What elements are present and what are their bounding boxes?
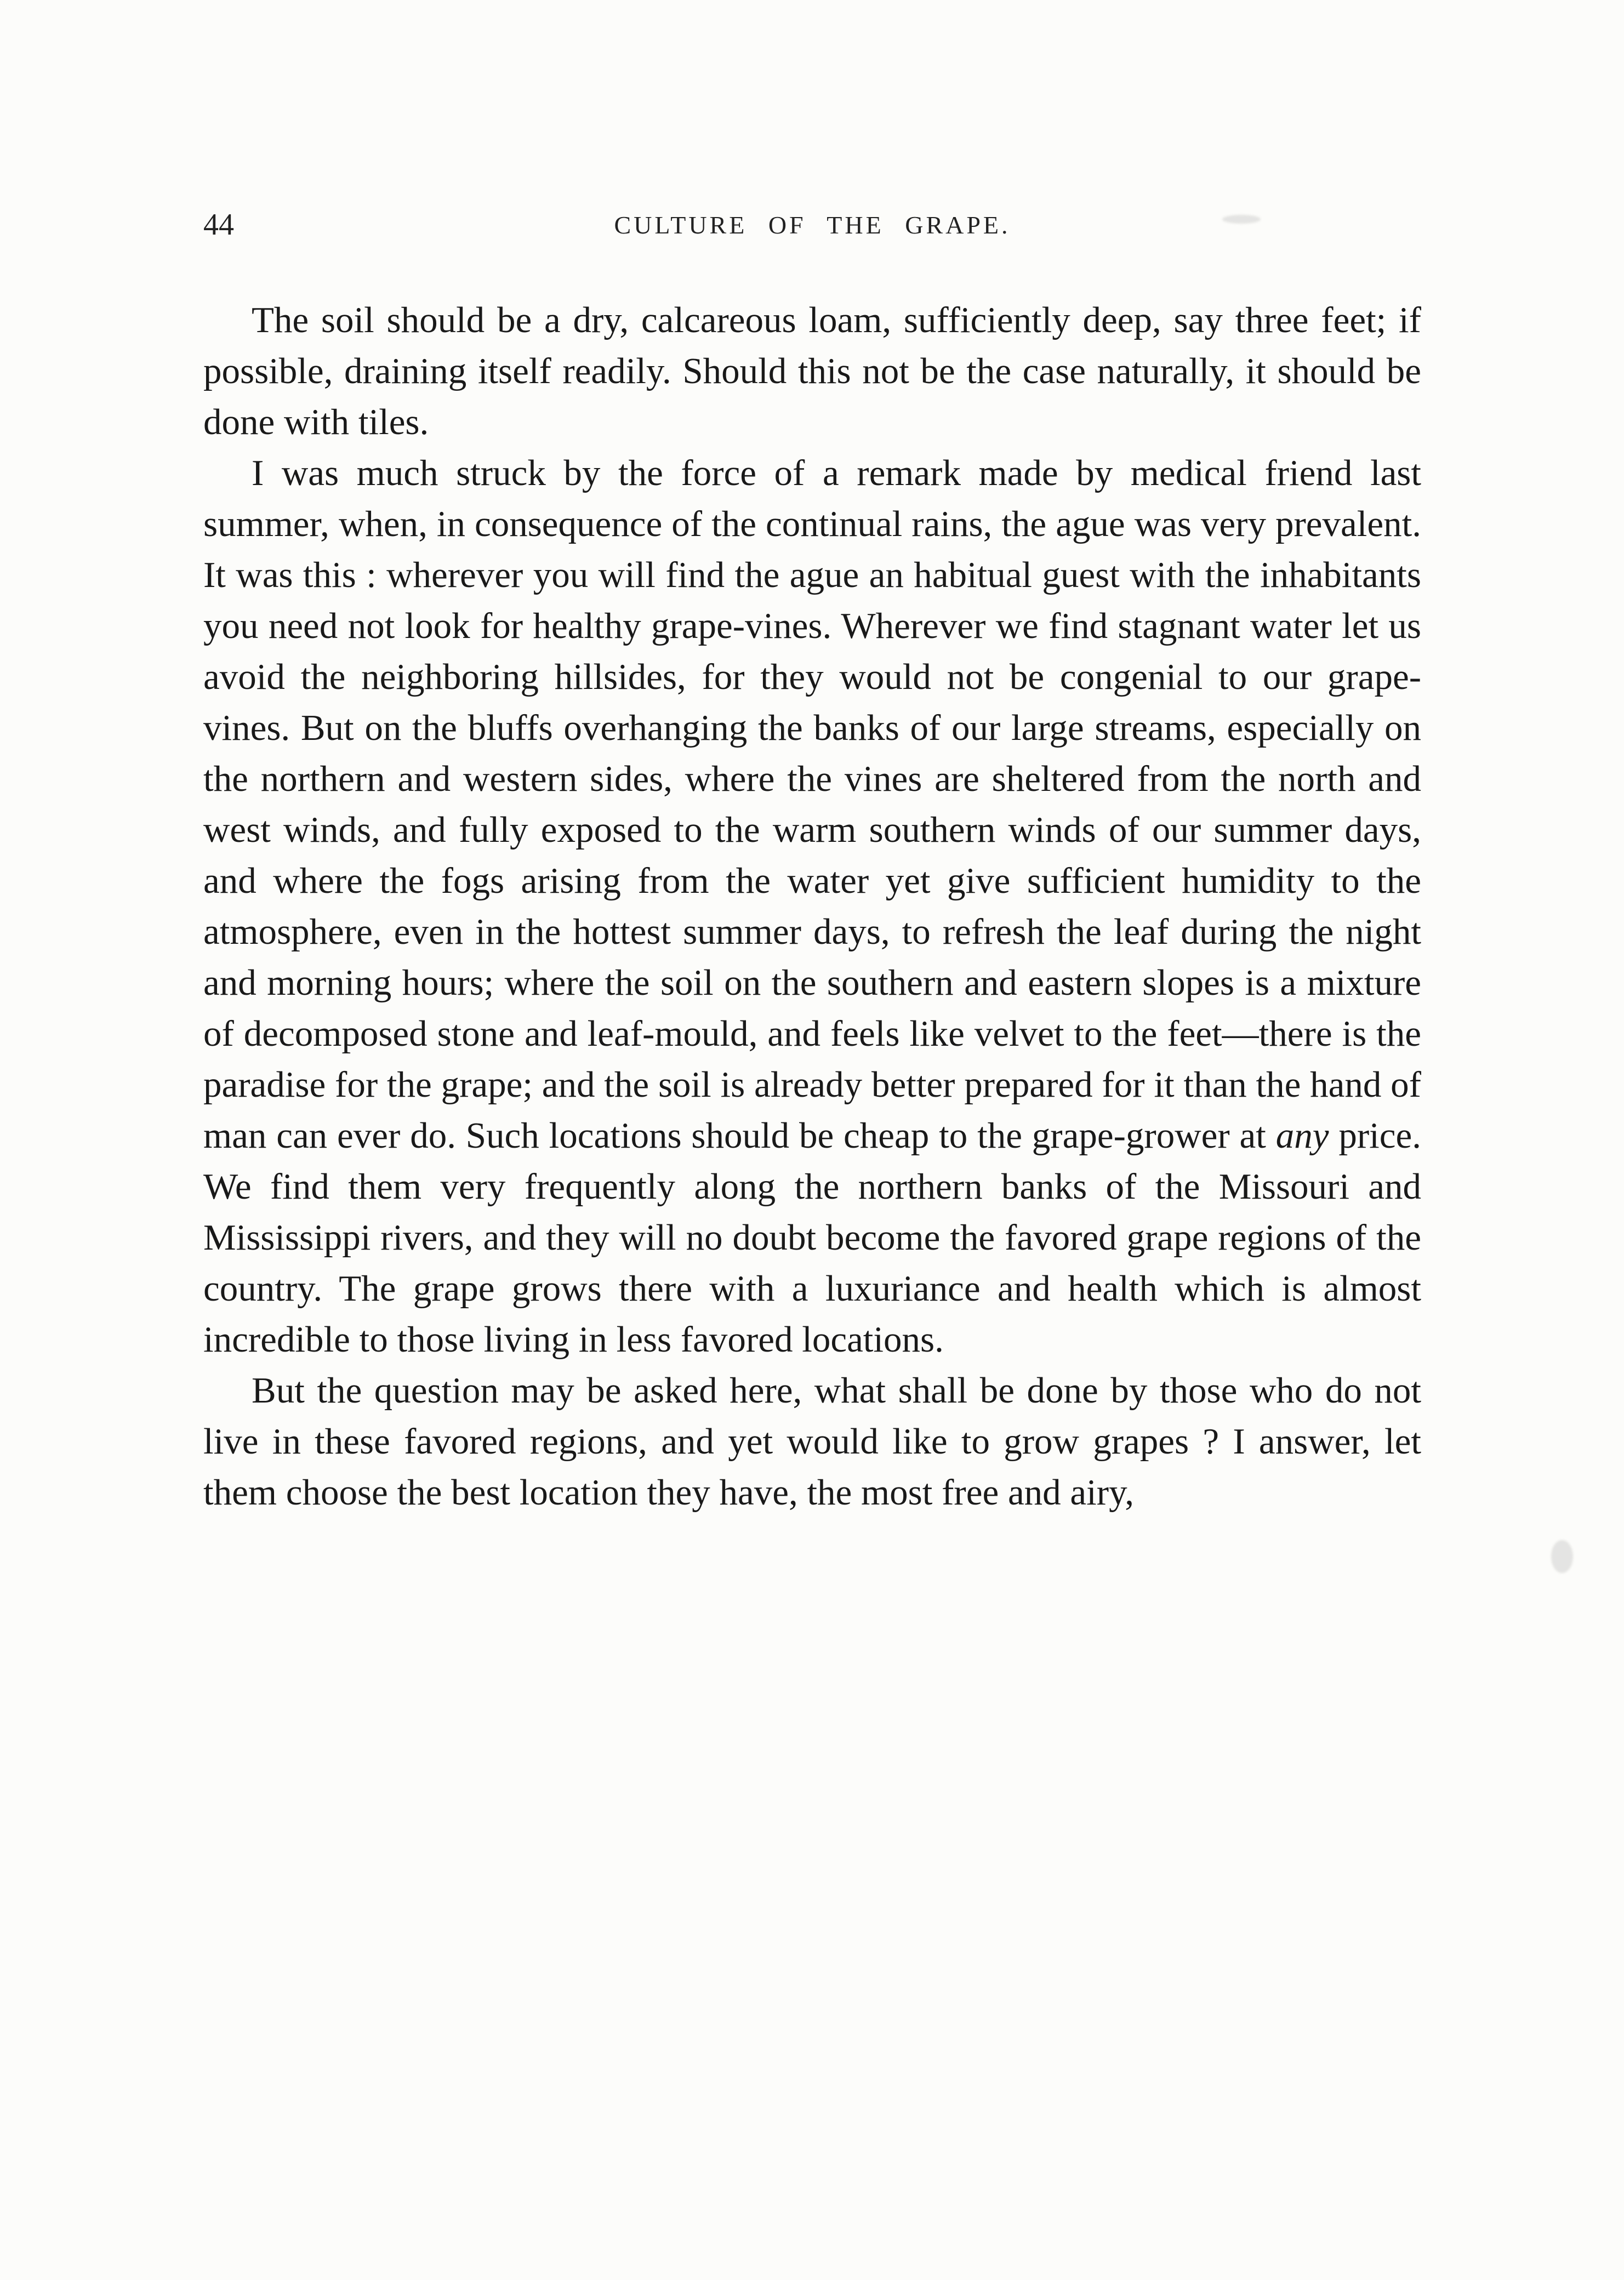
text-run: But the question may be asked here, what shall be done by those who do not live in these favored regions, and yet would like to grow grapes ? I answer, let them choose the best location they have, the most free and airy, xyxy=(203,1370,1421,1513)
scan-smudge xyxy=(1551,1540,1573,1573)
page-body xyxy=(203,295,1421,1518)
scan-smudge xyxy=(1222,215,1261,224)
text-run: price. We find them very frequently along the northern banks of the Missouri and Mississippi rivers, and they will no doubt become the favored grape regions of the country. The grape grows there with a luxuriance and health which is almost incredible to those living in less favored locations. xyxy=(203,1115,1421,1360)
page-number: 44 xyxy=(203,208,234,242)
italic-text-run: any xyxy=(1275,1115,1329,1156)
text-run: The soil should be a dry, calcareous loam, sufficiently deep, say three feet; if possible, draining itself readily. Should this not be the case naturally, it should be done with tiles. xyxy=(203,300,1421,442)
paragraph xyxy=(203,295,1421,448)
text-run: I was much struck by the force of a remark made by medical friend last summer, when, in consequence of the continual rains, the ague was very prevalent. It was this : wherever you will find the ague an habitual guest with the inhabitants you need not look for healthy grape-vines. Wherever we find stagnant water let us avoid the neighboring hillsides, for they would not be congenial to our grape-vines. But on the bluffs overhanging the banks of our large streams, especially on the northern and western sides, where the vines are sheltered from the north and west winds, and fully exposed to the warm southern winds of our summer days, and where the fogs arising from the water yet give sufficient humidity to the atmosphere, even in the hottest summer days, to refresh the leaf during the night and morning hours; where the soil on the southern and eastern slopes is a mixture of decomposed stone and leaf-mould, and feels like velvet to the feet—there is the paradise for the grape; and the soil is already better prepared for it than the hand of man can ever do. Such locations should be cheap to the grape-grower at xyxy=(203,453,1421,1156)
paragraph xyxy=(203,448,1421,1365)
paragraph xyxy=(203,1365,1421,1518)
running-title: CULTURE OF THE GRAPE. xyxy=(614,211,1011,239)
